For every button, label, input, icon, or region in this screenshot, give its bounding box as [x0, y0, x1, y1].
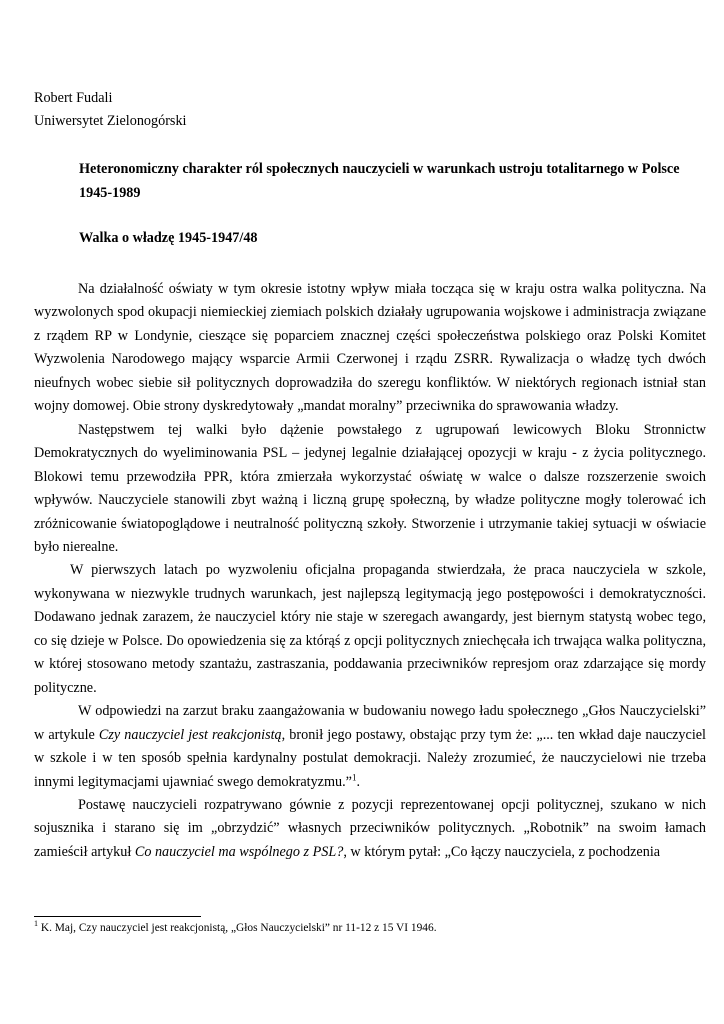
paragraph-4-text-b: , bronił jego postawy, obstając przy tym że: „... ten wkład daje nauczyciel w szkole i w ten sposób spełnia kardynalny postulat demokracji. Należy zrozumieć, że nauczycielowi nie trzeba innymi legitymacjami ujawniać swego demokratyzmu.”	[34, 726, 706, 790]
footnote-reference[interactable]: 1	[351, 771, 357, 782]
footnote	[34, 919, 437, 934]
article-title-italic-2: Co nauczyciel ma wspólnego z PSL?	[134, 843, 344, 860]
footnote-number: 1	[34, 919, 38, 929]
paragraph-5	[34, 794, 706, 864]
paragraph-5-text-a: Postawę nauczycieli rozpatrywano gównie z pozycji reprezentowanej opcji politycznej, szukano w nich sojusznika i starano się im „obrzydzić” własnych przeciwników politycznych. „Robotnik” na swoim łamach zamieścił artykuł	[34, 796, 706, 860]
author-affiliation: Uniwersytet Zielonogórski	[34, 113, 187, 129]
section-heading: Walka o władzę 1945-1947/48	[79, 230, 258, 246]
footnote-separator	[34, 916, 201, 917]
paper-title: Heteronomiczny charakter ról społecznych nauczycieli w warunkach ustroju totalitarnego w Polsce 1945-1989	[79, 161, 680, 201]
paragraph-5-text-b: , w którym pytał: „Co łączy nauczyciela, z pochodzenia	[343, 843, 661, 860]
author-name: Robert Fudali	[34, 90, 113, 106]
paragraph-4-text-a: W odpowiedzi na zarzut braku zaangażowania w budowaniu nowego ładu społecznego „Głos Nauczycielski” w artykule	[34, 703, 706, 743]
footnote-text: K. Maj, Czy nauczyciel jest reakcjonistą, „Głos Nauczycielski” nr 11-12 z 15 VI 1946.	[38, 922, 437, 934]
paragraph-1: Na działalność oświaty w tym okresie istotny wpływ miała tocząca się w kraju ostra walka polityczna. Na wyzwolonych spod okupacji niemieckiej ziemiach polskich działały ugrupowania wojskowe i administracja związane z rządem RP w Londynie, cieszące się poparciem znacznej części społeczeństwa polskiego oraz Polski Komitet Wyzwolenia Narodowego mający wsparcie Armii Czerwonej i rządu ZSRR. Rywalizacja o władzę tych dwóch nieufnych wobec siebie sił politycznych doprowadziła do szeregu konfliktów. W niektórych regionach istniał stan wojny domowej. Obie strony dyskredytowały „mandat moralny” przeciwnika do sprawowania władzy.	[34, 281, 706, 415]
author-block	[34, 87, 187, 133]
paragraph-4-text-c: .	[356, 773, 360, 790]
body-text	[34, 278, 706, 864]
paragraph-3: W pierwszych latach po wyzwoleniu oficjalna propaganda stwierdzała, że praca nauczyciela w szkole, wykonywana w niezwykle trudnych warunkach, jest najlepszą legitymacją jego postępowości i demokratyczności. Dodawano jednak zarazem, że nauczyciel który nie staje w szeregach awangardy, jest biernym statystą wobec tego, co się dzieje w Polsce. Do opowiedzenia się za którąś z opcji politycznych zniechęcała ich trwająca walka polityczna, w której stosowano metody szantażu, zastraszania, poddawania przeciwników represjom oraz zdarzające się mordy polityczne.	[34, 562, 706, 696]
article-title-italic: Czy nauczyciel jest reakcjonistą	[98, 726, 282, 743]
paragraph-2: Następstwem tej walki było dążenie powstałego z ugrupowań lewicowych Bloku Stronnictw Demokratycznych do wyeliminowania PSL – jedynej legalnie działającej opozycji w kraju - z życia politycznego. Blokowi temu przewodziła PPR, która zmierzała wykorzystać oświatę w walce o dalsze rozszerzenie swoich wpływów. Nauczyciele stanowili zbyt ważną i liczną grupę społeczną, by władze polityczne mogły tolerować ich zróżnicowanie światopoglądowe i neutralność polityczną szkoły. Stworzenie i utrzymanie takiej sytuacji w oświacie było nierealne.	[34, 421, 706, 555]
paragraph-4	[34, 700, 706, 794]
